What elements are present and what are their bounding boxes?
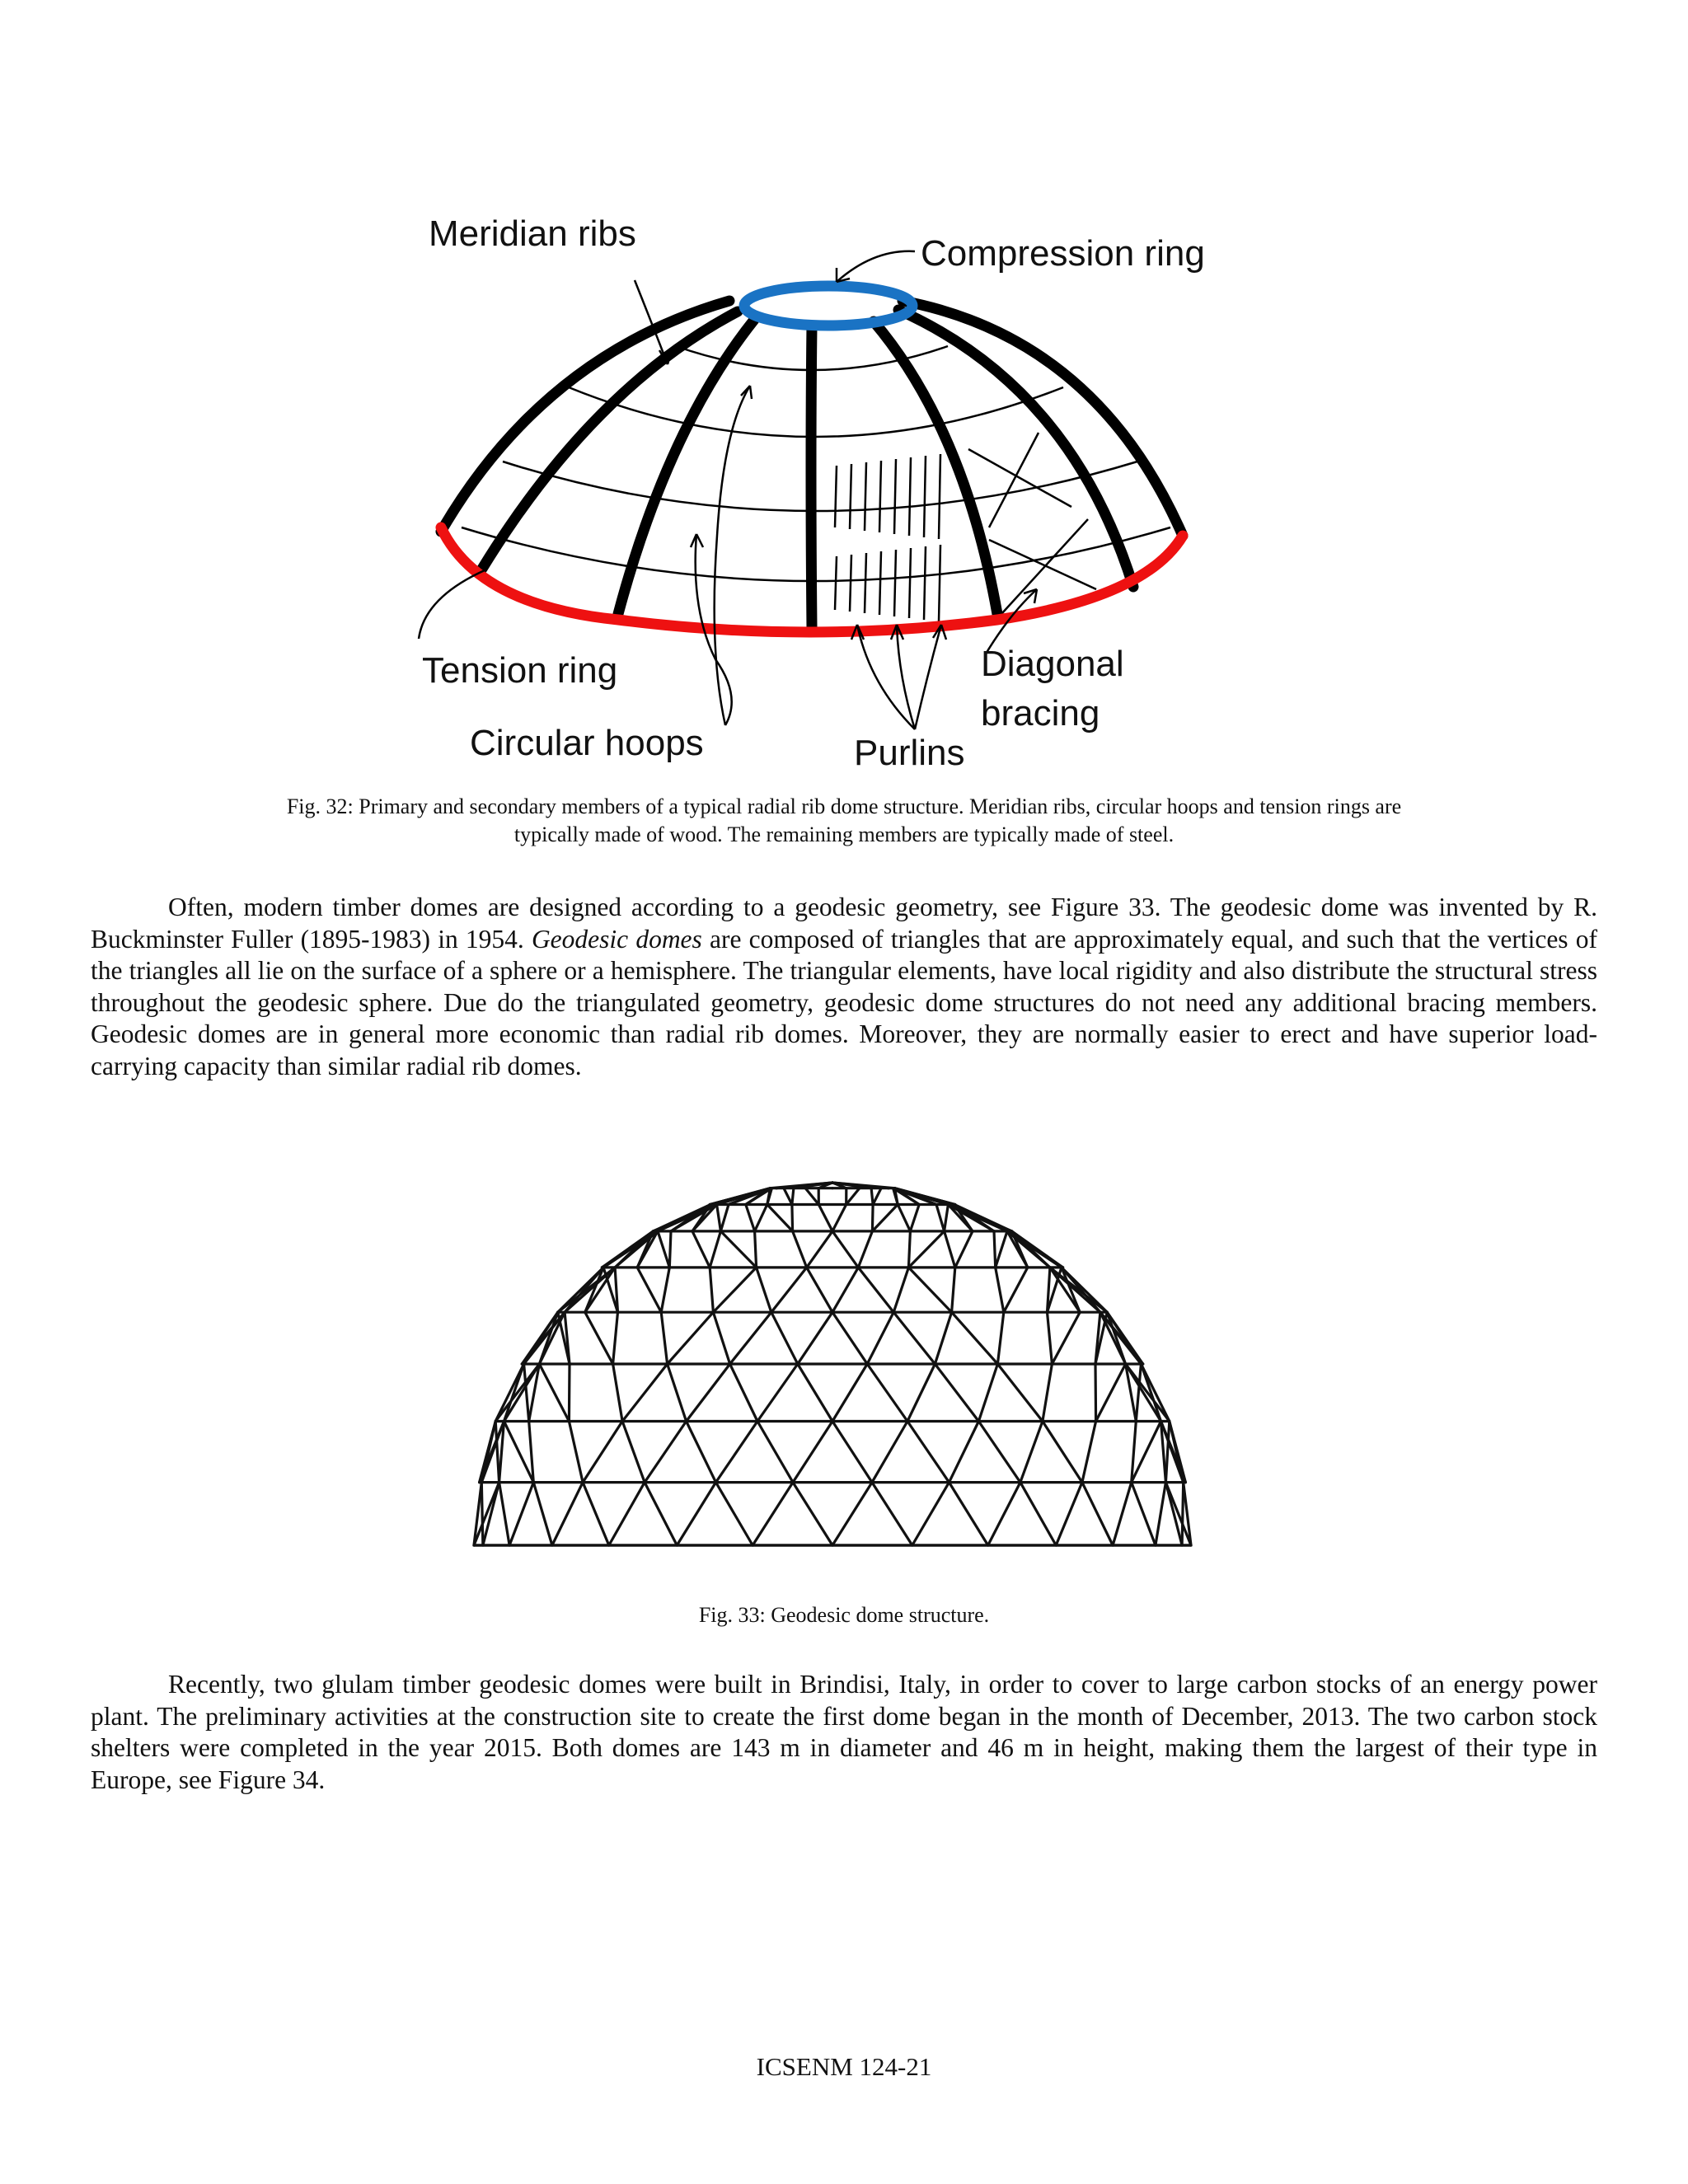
dome-strut	[978, 1364, 997, 1422]
dome-strut	[907, 1364, 935, 1422]
paragraph-text: Recently, two glulam timber geodesic domes were built in Brindisi, Italy, in order to cover to large carbon stocks of an energy power plant. The preliminary activities at the construction site to create the first dome began in the month of December, 2013. The two carbon stock shelters were completed in the year 2015. Both domes are 143 m in diameter and 46 m in height, making them the largest of their type in Europe, see Figure 34.	[91, 1670, 1597, 1794]
dome-strut	[908, 1231, 910, 1268]
dome-strut	[716, 1422, 758, 1483]
dome-strut	[585, 1312, 613, 1364]
dome-strut	[832, 1312, 867, 1364]
arrowhead	[750, 386, 752, 399]
dome-strut	[668, 1364, 687, 1422]
dome-strut	[716, 1483, 753, 1545]
purlin	[894, 459, 896, 534]
dome-strut	[1082, 1483, 1113, 1545]
dome-strut	[767, 1205, 793, 1231]
dome-strut	[720, 1231, 756, 1268]
dome-strut	[661, 1268, 669, 1312]
dome-strut	[687, 1364, 730, 1422]
dome-strut	[509, 1483, 533, 1545]
dome-strut	[832, 1205, 846, 1231]
dome-strut	[996, 1268, 1004, 1312]
dome-strut	[997, 1312, 1003, 1364]
meridian-ribs-label: Meridian ribs	[429, 213, 636, 254]
dome-strut	[846, 1188, 860, 1205]
dome-strut	[622, 1422, 645, 1483]
dome-strut	[832, 1422, 872, 1483]
dome-strut	[1113, 1483, 1132, 1545]
dome-strut	[784, 1188, 792, 1205]
purlin	[909, 457, 911, 536]
dome-strut	[755, 1231, 757, 1268]
dome-strut	[717, 1205, 721, 1231]
purlin	[850, 555, 851, 612]
dome-strut	[996, 1231, 1007, 1268]
paragraph-text: are composed of triangles that are approximately equal, and such that the vertices of the triangles all lie on the surface of a sphere or a hemisphere. The triangular elements, have local rigidity and also distribute the structural stress throughout the geodesic sphere. Due do the triangulated geometry, geodesic dome structures do not need any additional bracing members. Geodesic domes are in general more economic than radial rib domes. Moreover, they are normally easier to erect and have superior load-carrying capacity than similar radial rib domes.	[91, 924, 1597, 1080]
tension-ring-label: Tension ring	[422, 650, 618, 691]
purlin	[939, 454, 940, 539]
dome-strut	[893, 1188, 955, 1205]
dome-strut	[955, 1231, 973, 1268]
dome-strut	[499, 1483, 510, 1545]
purlins-leader	[857, 625, 915, 729]
dome-strut	[792, 1205, 793, 1231]
dome-strut	[1182, 1483, 1184, 1545]
dome-strut	[1004, 1268, 1028, 1312]
dome-strut	[730, 1312, 771, 1364]
purlins	[835, 454, 940, 621]
dome-strut	[793, 1231, 807, 1268]
dome-strut	[613, 1312, 618, 1364]
dome-strut	[524, 1364, 529, 1422]
dome-strut	[792, 1188, 794, 1205]
dome-strut	[945, 1205, 949, 1231]
dome-strut	[832, 1364, 867, 1422]
dome-strut	[950, 1422, 979, 1483]
page-footer: ICSENM 124-21	[756, 2052, 932, 2081]
dome-strut	[645, 1483, 677, 1545]
dome-strut	[668, 1312, 714, 1364]
dome-strut	[805, 1188, 818, 1205]
dome-strut	[669, 1231, 671, 1268]
dome-strut	[871, 1188, 873, 1205]
dome-strut	[867, 1312, 893, 1364]
dome-strut	[481, 1483, 483, 1545]
dome-strut	[858, 1231, 872, 1268]
purlin	[835, 466, 837, 527]
dome-strut	[988, 1483, 1020, 1545]
dome-strut	[552, 1483, 583, 1545]
dome-strut	[609, 1483, 645, 1545]
purlin	[894, 550, 896, 616]
dome-strut	[912, 1483, 950, 1545]
dome-strut	[1136, 1364, 1141, 1422]
rib	[441, 301, 729, 532]
dome-strut	[948, 1205, 1011, 1231]
dome-strut	[720, 1205, 729, 1231]
dome-strut	[872, 1422, 907, 1483]
dome-strut	[994, 1231, 996, 1268]
dome-strut	[945, 1231, 955, 1268]
dome-strut	[687, 1422, 716, 1483]
caption-line: typically made of wood. The remaining members are typically made of steel.	[513, 823, 1175, 846]
diagonal-bracing-label-line2: bracing	[981, 693, 1100, 733]
dome-strut	[692, 1231, 710, 1268]
dome-strut	[936, 1205, 945, 1231]
purlin	[879, 551, 881, 615]
dome-strut	[1096, 1364, 1126, 1422]
dome-strut	[637, 1268, 661, 1312]
dome-strut	[908, 1231, 944, 1268]
geodesic-domes-term: Geodesic domes	[531, 924, 702, 954]
dome-strut	[710, 1268, 713, 1312]
figure-33-caption	[124, 1601, 1564, 1629]
dome-strut	[569, 1422, 583, 1483]
purlin	[879, 461, 881, 532]
dome-strut	[1020, 1483, 1056, 1545]
caption-line: Fig. 33: Geodesic dome structure.	[698, 1603, 990, 1627]
dome-strut	[645, 1422, 687, 1483]
dome-strut	[746, 1205, 755, 1231]
purlin	[924, 546, 926, 620]
paragraph-geodesic-intro	[91, 892, 1597, 1082]
dome-strut	[935, 1312, 951, 1364]
dome-strut	[893, 1312, 935, 1364]
purlin	[939, 545, 940, 621]
dome-strut	[583, 1422, 622, 1483]
dome-strut	[533, 1483, 552, 1545]
dome-strut	[755, 1205, 767, 1231]
compression-ring	[744, 286, 912, 326]
arrowhead	[696, 534, 703, 547]
dome-strut	[818, 1205, 832, 1231]
dome-strut	[978, 1422, 1020, 1483]
brace	[989, 433, 1039, 527]
dome-strut	[872, 1205, 898, 1231]
dome-strut	[658, 1231, 669, 1268]
dome-strut	[1082, 1422, 1096, 1483]
tension-ring-leader	[419, 570, 485, 639]
dome-strut	[950, 1483, 988, 1545]
dome-strut	[793, 1483, 832, 1545]
dome-strut	[713, 1268, 756, 1312]
dome-strut	[832, 1231, 858, 1268]
paragraph-brindisi	[91, 1669, 1597, 1796]
dome-strut	[858, 1268, 893, 1312]
dome-strut	[867, 1364, 907, 1422]
dome-strut	[832, 1268, 858, 1312]
dome-strut	[898, 1205, 910, 1231]
dome-strut	[622, 1364, 668, 1422]
purlin	[909, 548, 911, 618]
dome-strut	[583, 1483, 609, 1545]
dome-strut	[793, 1422, 832, 1483]
dome-strut	[908, 1268, 951, 1312]
dome-strut	[539, 1364, 569, 1422]
dome-strut	[713, 1312, 729, 1364]
rib	[811, 326, 812, 628]
dome-strut	[753, 1483, 793, 1545]
dome-strut	[1052, 1312, 1080, 1364]
dome-strut	[730, 1364, 757, 1422]
purlin	[865, 462, 866, 531]
geodesic-dome-figure	[0, 1162, 1688, 1574]
hoop	[503, 462, 1137, 511]
dome-strut	[807, 1231, 832, 1268]
purlin	[850, 464, 851, 529]
purlins-leader	[915, 625, 941, 729]
dome-strut	[1007, 1231, 1063, 1268]
diagonal-bracing-label-line1: Diagonal	[981, 644, 1124, 684]
rib	[618, 320, 754, 614]
dome-strut	[997, 1364, 1043, 1422]
dome-strut	[1126, 1364, 1170, 1422]
purlin	[865, 553, 866, 613]
dome-strut	[771, 1268, 807, 1312]
dome-strut	[1056, 1483, 1082, 1545]
dome-strut	[757, 1268, 771, 1312]
hoops-leader	[715, 386, 750, 725]
figure-32-caption	[124, 793, 1564, 849]
dome-strut	[832, 1483, 872, 1545]
caption-line: Fig. 32: Primary and secondary members of a typical radial rib dome structure. Meridian ribs, circular hoops and tension rings are	[286, 794, 1402, 818]
dome-strut	[952, 1312, 998, 1364]
dome-strut	[1132, 1483, 1156, 1545]
dome-strut	[661, 1312, 667, 1364]
dome-strut	[613, 1364, 623, 1422]
dome-strut	[798, 1312, 832, 1364]
radial-rib-dome-figure	[0, 198, 1688, 791]
dome-strut	[907, 1422, 950, 1483]
compression-ring-leader	[837, 251, 915, 282]
dome-strut	[771, 1312, 798, 1364]
dome-strut	[569, 1364, 570, 1422]
purlin	[835, 556, 837, 610]
dome-strut	[677, 1483, 715, 1545]
dome-strut	[872, 1483, 912, 1545]
dome-strut	[910, 1205, 919, 1231]
dome-strut	[798, 1364, 832, 1422]
dome-strut	[1020, 1422, 1043, 1483]
dome-strut	[893, 1268, 908, 1312]
purlin	[924, 456, 926, 537]
dome-strut	[807, 1268, 832, 1312]
dome-strut	[935, 1364, 978, 1422]
dome-strut	[1043, 1364, 1053, 1422]
dome-strut	[952, 1268, 955, 1312]
dome-strut	[710, 1231, 720, 1268]
dome-strut	[1043, 1422, 1082, 1483]
dome-strut	[1095, 1364, 1096, 1422]
dome-strut	[1156, 1483, 1166, 1545]
dome-strut	[1048, 1312, 1053, 1364]
dome-strut	[757, 1364, 798, 1422]
dome-strut	[873, 1188, 881, 1205]
compression-ring-label: Compression ring	[921, 233, 1205, 274]
dome-strut	[872, 1205, 873, 1231]
paragraph-text: Often, modern timber domes are designed according to a geodesic geometry, see Figure 33. The geodesic dome was invented by R. Buckminster Fuller (1895-1983) in 1954.	[91, 893, 1597, 954]
dome-strut	[757, 1422, 793, 1483]
circular-hoops-label: Circular hoops	[470, 723, 704, 763]
purlins-label: Purlins	[854, 733, 965, 773]
